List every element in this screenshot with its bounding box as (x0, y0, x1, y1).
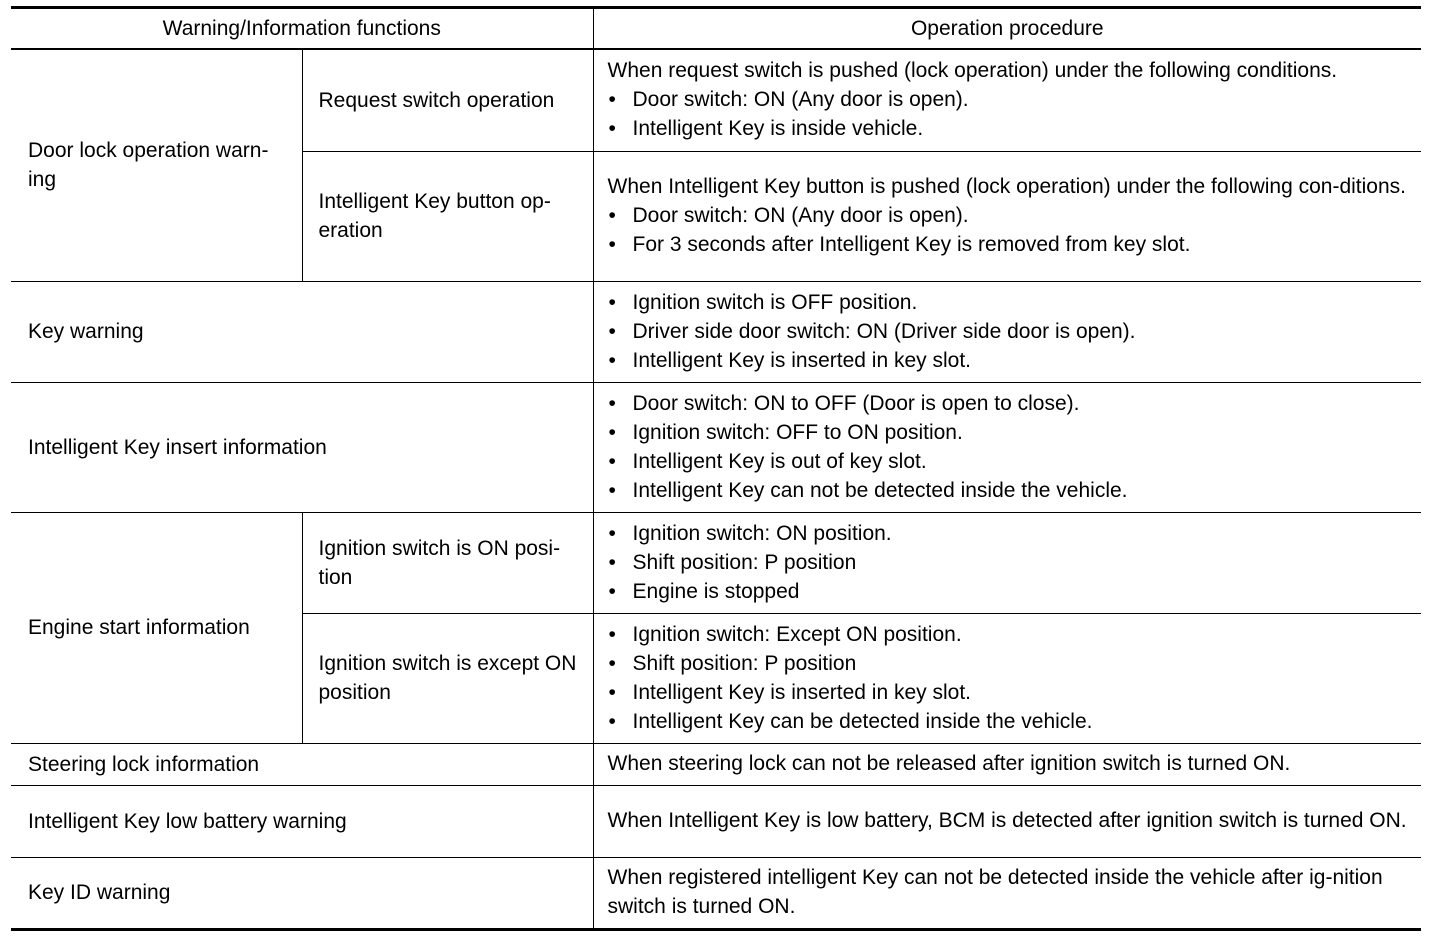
cell-request-switch: Request switch operation (302, 49, 593, 151)
list-item: • Ignition switch: ON position. (608, 519, 1416, 548)
procedure-list (608, 85, 1416, 143)
procedure-list (608, 288, 1416, 375)
list-item: • Intelligent Key is inserted in key slot. (608, 346, 1416, 375)
cell-ignition-on: Ignition switch is ON posi-tion (302, 512, 593, 613)
table-row (11, 785, 1421, 857)
table-row (11, 382, 1421, 512)
list-item: • Shift position: P position (608, 649, 1416, 678)
document-page (11, 6, 1421, 931)
procedure-list (608, 620, 1416, 736)
list-item: • Ignition switch is OFF position. (608, 288, 1416, 317)
cell-key-warning: Key warning (11, 281, 593, 382)
procedure-list (608, 201, 1416, 259)
list-item: • For 3 seconds after Intelligent Key is removed from key slot. (608, 230, 1416, 259)
cell-insert-procedure (593, 382, 1421, 512)
list-item: • Intelligent Key is out of key slot. (608, 447, 1416, 476)
list-item: • Door switch: ON (Any door is open). (608, 85, 1416, 114)
list-item: • Engine is stopped (608, 577, 1416, 606)
cell-low-battery-procedure: When Intelligent Key is low battery, BCM is detected after ignition switch is turned ON. (593, 785, 1421, 857)
cell-key-id-warning: Key ID warning (11, 857, 593, 929)
list-item: • Ignition switch: Except ON position. (608, 620, 1416, 649)
cell-key-warning-procedure (593, 281, 1421, 382)
table-row (11, 512, 1421, 613)
cell-steering-lock-procedure: When steering lock can not be released after ignition switch is turned ON. (593, 743, 1421, 785)
cell-key-id-procedure: When registered intelligent Key can not be detected inside the vehicle after ig-nition switch is turned ON. (593, 857, 1421, 929)
table-row (11, 857, 1421, 929)
header-functions: Warning/Information functions (11, 8, 593, 50)
list-item: • Intelligent Key can be detected inside the vehicle. (608, 707, 1416, 736)
table-row (11, 743, 1421, 785)
warning-functions-table (11, 6, 1421, 931)
list-item: • Intelligent Key is inserted in key slot. (608, 678, 1416, 707)
list-item: • Driver side door switch: ON (Driver side door is open). (608, 317, 1416, 346)
cell-ignition-except-procedure (593, 613, 1421, 743)
procedure-list (608, 389, 1416, 505)
table-row (11, 49, 1421, 151)
cell-engine-start-information: Engine start information (11, 512, 302, 743)
header-procedure: Operation procedure (593, 8, 1421, 50)
cell-ignition-on-procedure (593, 512, 1421, 613)
cell-door-lock-warning: Door lock operation warn-ing (11, 49, 302, 281)
list-item: • Door switch: ON to OFF (Door is open to close). (608, 389, 1416, 418)
list-item: • Intelligent Key can not be detected inside the vehicle. (608, 476, 1416, 505)
header-row (11, 8, 1421, 50)
cell-request-procedure (593, 49, 1421, 151)
list-item: • Door switch: ON (Any door is open). (608, 201, 1416, 230)
procedure-intro: When request switch is pushed (lock operation) under the following conditions. (607, 59, 1338, 83)
list-item: • Intelligent Key is inside vehicle. (608, 114, 1416, 143)
table-row (11, 281, 1421, 382)
list-item: • Shift position: P position (608, 548, 1416, 577)
cell-key-button: Intelligent Key button op-eration (302, 151, 593, 281)
procedure-list (608, 519, 1416, 606)
list-item: • Ignition switch: OFF to ON position. (608, 418, 1416, 447)
cell-insert-information: Intelligent Key insert information (11, 382, 593, 512)
cell-low-battery-warning: Intelligent Key low battery warning (11, 785, 593, 857)
cell-ignition-except-on: Ignition switch is except ON position (302, 613, 593, 743)
cell-button-procedure (593, 151, 1421, 281)
cell-steering-lock-information: Steering lock information (11, 743, 593, 785)
procedure-intro: When Intelligent Key button is pushed (lock operation) under the following con-ditions. (607, 175, 1406, 198)
